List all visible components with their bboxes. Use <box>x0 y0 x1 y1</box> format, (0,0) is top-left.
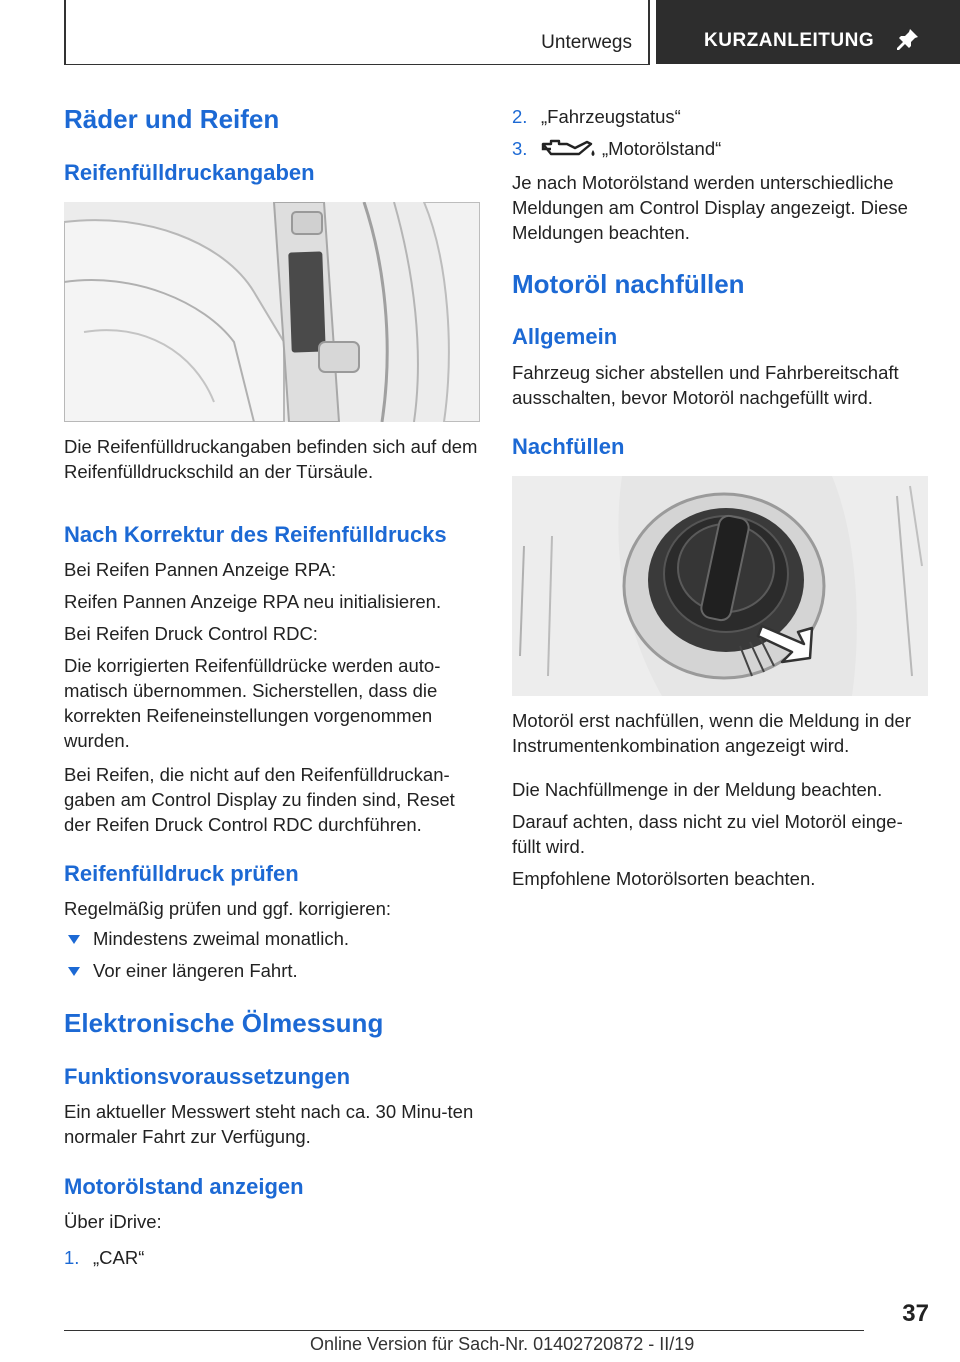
step-number: 2. <box>512 106 528 127</box>
oil-can-icon <box>541 138 597 160</box>
caption-tire-pressure: Die Reifenfülldruckangaben befinden sich auf dem Reifenfülldruckschild an der Türsäule. <box>64 436 478 482</box>
paragraph-recommended-oils: Empfohlene Motorölsorten beachten. <box>512 868 816 889</box>
heading-refill: Nachfüllen <box>512 434 625 459</box>
heading-check-pressure: Reifenfülldruck prüfen <box>64 861 299 886</box>
header-section-title: Unterwegs <box>541 32 632 53</box>
door-pillar-illustration <box>64 202 480 422</box>
heading-after-correction: Nach Korrektur des Reifenfülldrucks <box>64 522 447 547</box>
bullet-item: Mindestens zweimal monatlich. <box>93 928 350 949</box>
header-section-box <box>64 0 650 64</box>
paragraph-idrive: Über iDrive: <box>64 1211 162 1232</box>
paragraph-check-regularly: Regelmäßig prüfen und ggf. korrigieren: <box>64 898 392 919</box>
heading-wheels-tires: Räder und Reifen <box>64 104 280 134</box>
step-number: 1. <box>64 1247 80 1268</box>
paragraph-not-too-much: Darauf achten, dass nicht zu viel Motoröl einge-füllt wird. <box>512 811 903 857</box>
paragraph-rdc-reset: Bei Reifen, die nicht auf den Reifenfülldruckan-gaben am Control Display zu finden sind, Reset der Reifen Druck Control RDC durchführen. <box>64 764 455 835</box>
paragraph-rpa-intro: Bei Reifen Pannen Anzeige RPA: <box>64 559 337 580</box>
heading-general: Allgemein <box>512 324 618 349</box>
bullet-triangle-icon <box>68 935 80 944</box>
page-number: 37 <box>902 1300 929 1327</box>
paragraph-park-safely: Fahrzeug sicher abstellen und Fahrbereitschaft ausschalten, bevor Motoröl nachgefüllt wird. <box>512 362 899 408</box>
paragraph-rdc-intro: Bei Reifen Druck Control RDC: <box>64 623 318 644</box>
step-number: 3. <box>512 138 528 159</box>
paragraph-refill-amount: Die Nachfüllmenge in der Meldung beachten. <box>512 779 883 800</box>
footer-rule <box>64 1330 864 1331</box>
oil-cap-illustration <box>512 476 928 696</box>
header-tab-label: KURZANLEITUNG <box>704 30 875 51</box>
pin-icon <box>896 27 920 51</box>
bullet-item: Vor einer längeren Fahrt. <box>93 960 298 981</box>
heading-prerequisites: Funktionsvoraussetzungen <box>64 1064 351 1089</box>
paragraph-measurement-time: Ein aktueller Messwert steht nach ca. 30 Minu-ten normaler Fahrt zur Verfügung. <box>64 1101 474 1147</box>
heading-electronic-oil: Elektronische Ölmessung <box>64 1008 384 1038</box>
caption-refill: Motoröl erst nachfüllen, wenn die Meldung in der Instrumentenkombination angezeigt wird. <box>512 710 912 756</box>
heading-oil-refill: Motoröl nachfüllen <box>512 269 745 299</box>
oil-cap-drawing <box>512 476 928 696</box>
step-text: „Fahrzeugstatus“ <box>541 106 681 127</box>
paragraph-rpa-init: Reifen Pannen Anzeige RPA neu initialisieren. <box>64 591 442 612</box>
header-rule <box>64 64 650 65</box>
paragraph-rdc-auto: Die korrigierten Reifenfülldrücke werden auto-matisch übernommen. Sicherstellen, dass die korrekten Reifeneinstellungen vorgenommen wurden. <box>64 655 441 751</box>
header-tab[interactable] <box>656 0 960 64</box>
footer-online-version: Online Version für Sach-Nr. 01402720872 - II/19 <box>310 1334 695 1354</box>
heading-show-oil-level: Motorölstand anzeigen <box>64 1174 304 1199</box>
door-pillar-drawing <box>64 202 480 422</box>
heading-tire-pressure-info: Reifenfülldruckangaben <box>64 160 315 185</box>
step-text: „CAR“ <box>93 1247 145 1268</box>
paragraph-oil-messages: Je nach Motorölstand werden unterschiedliche Meldungen am Control Display angezeigt. Diese Meldungen beachten. <box>512 172 908 243</box>
step-text: „Motorölstand“ <box>602 138 722 159</box>
bullet-triangle-icon <box>68 967 80 976</box>
